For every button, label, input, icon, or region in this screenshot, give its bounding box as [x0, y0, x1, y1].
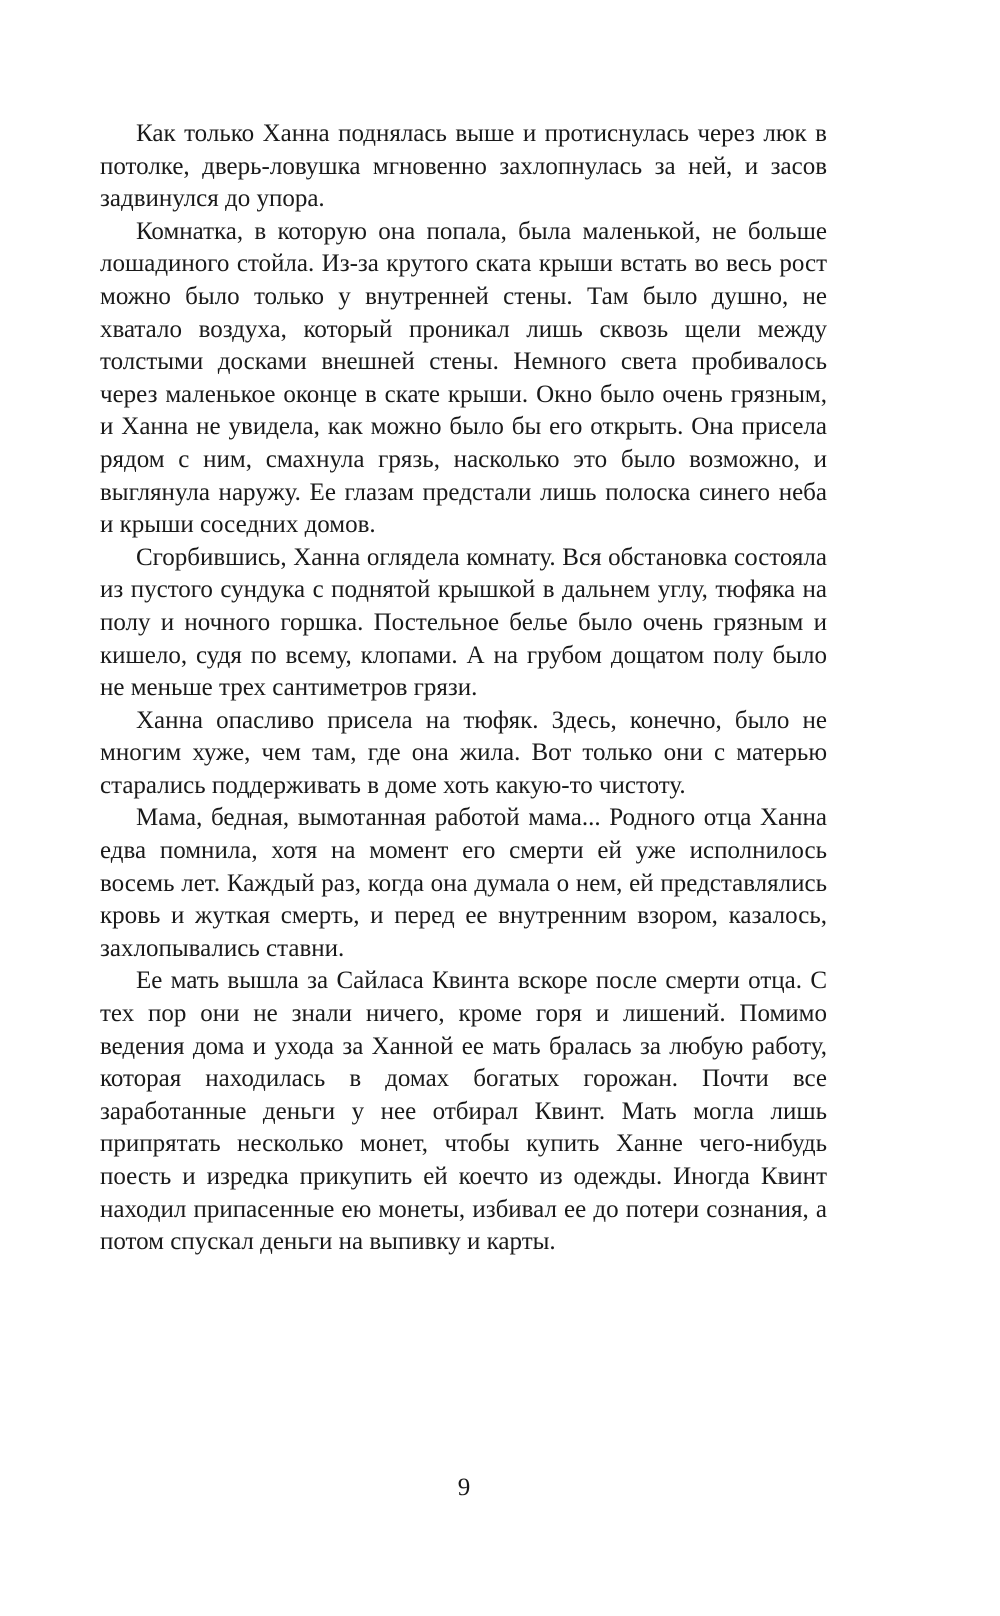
paragraph-5: Мама, бедная, вымотанная работой мама... Родного отца Ханна едва помнила, хотя на момент его смерти ей уже исполнилось восемь лет. Каждый раз, когда она думала о нем, ей представлялись кровь и жуткая смерть, и перед ее внутренним взором, казалось, захлопывались ставни.	[100, 804, 827, 962]
paragraph-1: Как только Ханна поднялась выше и протиснулась через люк в потолке, дверь-ловушка мгновенно захлопнулась за ней, и засов задвинулся до упора.	[100, 120, 827, 213]
paragraph-2: Комнатка, в которую она попала, была маленькой, не больше лошадиного стойла. Из-за крутого ската крыши встать во весь рост можно было только у внутренней стены. Там было душно, не хватало воздуха, который проникал лишь сквозь щели между толстыми досками внешней стены. Немного света пробивалось через маленькое оконце в скате крыши. Окно было очень грязным, и Ханна не увидела, как можно было бы его открыть. Она присела рядом с ним, смахнула грязь, насколько это было возможно, и выглянула наружу. Ее глазам предстали лишь полоска синего неба и крыши соседних домов.	[100, 217, 827, 539]
page-number: 9	[457, 1474, 471, 1501]
paragraph-6: Ее мать вышла за Сайласа Квинта вскоре после смерти отца. С тех пор они не знали ничего, кроме горя и лишений. Помимо ведения дома и ухода за Ханной ее мать бралась за любую работу, которая находилась в домах богатых горожан. Почти все заработанные деньги у нее отбирал Квинт. Мать могла лишь припрятать несколько монет, чтобы купить Ханне чего-нибудь поесть и изредка прикупить ей коечто из одежды. Иногда Квинт находил припасенные ею монеты, избивал ее до потери сознания, а потом спускал деньги на выпивку и карты.	[100, 967, 827, 1256]
body-text	[100, 118, 827, 1259]
paragraph-3: Сгорбившись, Ханна оглядела комнату. Вся обстановка состояла из пустого сундука с поднятой крышкой в дальнем углу, тюфяка на полу и ночного горшка. Постельное белье было очень грязным и кишело, судя по всему, клопами. А на грубом дощатом полу было не меньше трех сантиметров грязи.	[100, 543, 827, 702]
paragraph-4: Ханна опасливо присела на тюфяк. Здесь, конечно, было не многим хуже, чем там, где она жила. Вот только они с матерью старались поддерживать в доме хоть какую-то чистоту.	[100, 706, 827, 799]
